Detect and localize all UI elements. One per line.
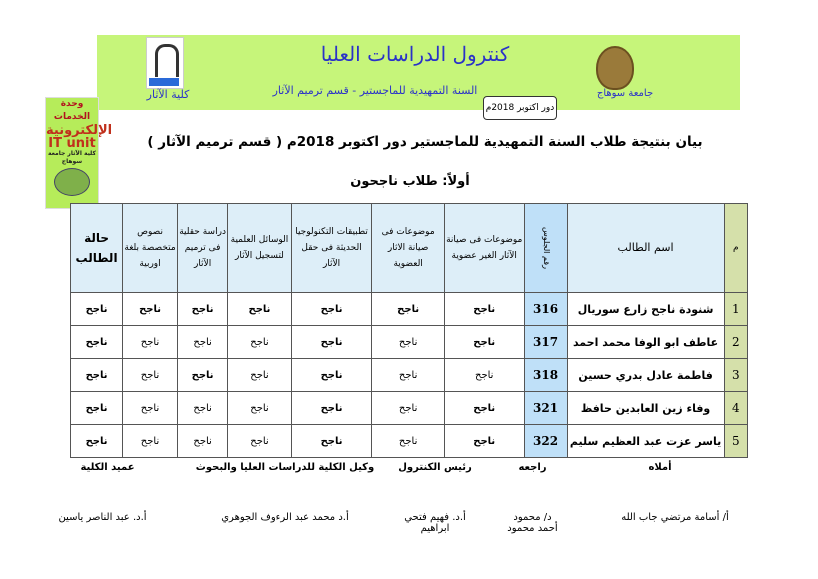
grade-cell: ناجح <box>372 359 444 392</box>
row-number: 3 <box>724 359 747 392</box>
signature-role: رئيس الكنترول <box>398 462 472 473</box>
student-name: عاطف ابو الوفا محمد احمد <box>567 326 724 359</box>
university-name: جامعة سوهاج <box>596 88 654 99</box>
grade-cell: ناجح <box>444 293 524 326</box>
it-unit-logo <box>45 97 113 209</box>
student-status: ناجح <box>71 293 123 326</box>
student-name: وفاء زين العابدين حافظ <box>567 392 724 425</box>
grade-cell: ناجح <box>444 425 524 458</box>
grade-cell: ناجح <box>123 392 178 425</box>
signatory-name: أ.د محمد عبد الرءوف الجوهري <box>221 512 349 523</box>
faculty-name: كلية الآثار <box>146 88 190 101</box>
signature-role: عميد الكلية <box>80 462 135 473</box>
col-seat-label: رقم الجلوس <box>541 227 551 269</box>
signature-role: أملاه <box>648 462 672 473</box>
signature-role: راجعه <box>518 462 547 473</box>
seat-number: 317 <box>524 326 567 359</box>
it-unit-image <box>54 168 90 196</box>
col-c1: موضوعات فى صيانة الآثار الغير عضوية <box>444 204 524 293</box>
it-unit-line: كلية الآثار جامعة سوهاج <box>47 150 96 165</box>
seat-number: 321 <box>524 392 567 425</box>
session-box: دور اكتوبر 2018م <box>483 96 557 120</box>
col-c4: الوسائل العلمية لتسجيل الآثار <box>228 204 292 293</box>
grade-cell: ناجح <box>372 326 444 359</box>
it-unit-line: IT unit <box>48 136 96 151</box>
col-c3: تطبيقات التكنولوجيا الحديثة فى حقل الآثار <box>291 204 372 293</box>
col-c6: نصوص متخصصة بلغة اوربية <box>123 204 178 293</box>
col-seat <box>524 204 567 293</box>
grade-cell: ناجح <box>372 392 444 425</box>
grade-cell: ناجح <box>228 293 292 326</box>
grade-cell: ناجح <box>444 392 524 425</box>
student-status: ناجح <box>71 392 123 425</box>
grade-cell: ناجح <box>123 359 178 392</box>
grade-cell: ناجح <box>291 359 372 392</box>
grade-cell: ناجح <box>123 326 178 359</box>
grade-cell: ناجح <box>291 326 372 359</box>
grade-cell: ناجح <box>291 392 372 425</box>
student-name: شنودة ناجح زارع سوريال <box>567 293 724 326</box>
table-row <box>71 425 748 458</box>
signature-role: وكيل الكلية للدراسات العليا والبحوث <box>195 462 375 473</box>
faculty-logo <box>146 37 184 89</box>
student-name: فاطمة عادل بدري حسين <box>567 359 724 392</box>
grade-cell: ناجح <box>177 425 227 458</box>
col-m: م <box>724 204 747 293</box>
signatory-name: أ.د. فهيم فتحي ابراهيم <box>404 512 466 534</box>
row-number: 4 <box>724 392 747 425</box>
seat-number: 322 <box>524 425 567 458</box>
section-heading: أولاً: طلاب ناجحون <box>350 174 470 189</box>
col-c2: موضوعات فى صيانة الاثار العضوية <box>372 204 444 293</box>
col-c5: دراسة حقلية فى ترميم الآثار <box>177 204 227 293</box>
document-title: بيان بنتيجة طلاب السنة التمهيدية للماجستير دور اكتوبر 2018م ( قسم ترميم الآثار ) <box>147 134 703 150</box>
grade-cell: ناجح <box>228 326 292 359</box>
grade-cell: ناجح <box>177 326 227 359</box>
grade-cell: ناجح <box>228 392 292 425</box>
table-header-row <box>71 204 748 293</box>
header-subtitle: السنة التمهيدية للماجستير - قسم ترميم الآثار <box>272 84 478 97</box>
grade-cell: ناجح <box>372 425 444 458</box>
col-name: اسم الطالب <box>567 204 724 293</box>
seat-number: 316 <box>524 293 567 326</box>
grade-cell: ناجح <box>123 425 178 458</box>
signatory-name: أ.د. عبد الناصر ياسين <box>58 512 147 523</box>
seat-number: 318 <box>524 359 567 392</box>
row-number: 1 <box>724 293 747 326</box>
grade-cell: ناجح <box>228 425 292 458</box>
grade-cell: ناجح <box>444 359 524 392</box>
row-number: 2 <box>724 326 747 359</box>
grade-cell: ناجح <box>291 293 372 326</box>
student-name: ياسر عزت عبد العظيم سليم <box>567 425 724 458</box>
table-row <box>71 293 748 326</box>
student-status: ناجح <box>71 359 123 392</box>
grade-cell: ناجح <box>228 359 292 392</box>
it-unit-line: وحدة الخدمات <box>53 99 91 122</box>
student-status: ناجح <box>71 326 123 359</box>
col-status: حالة الطالب <box>71 204 123 293</box>
grade-cell: ناجح <box>444 326 524 359</box>
control-title: كنترول الدراسات العليا <box>320 42 510 66</box>
table-row <box>71 392 748 425</box>
grade-cell: ناجح <box>372 293 444 326</box>
grade-cell: ناجح <box>291 425 372 458</box>
grade-cell: ناجح <box>177 392 227 425</box>
row-number: 5 <box>724 425 747 458</box>
student-status: ناجح <box>71 425 123 458</box>
signatory-name: د/ محمود أحمد محمود <box>507 512 558 534</box>
table-row <box>71 359 748 392</box>
university-seal <box>596 46 634 90</box>
grade-cell: ناجح <box>123 293 178 326</box>
table-row <box>71 326 748 359</box>
grade-cell: ناجح <box>177 293 227 326</box>
results-table <box>70 203 748 458</box>
grade-cell: ناجح <box>177 359 227 392</box>
it-unit-line: الإلكترونية <box>46 123 113 138</box>
signatory-name: أ/ أسامة مرتضي جاب الله <box>621 512 729 523</box>
